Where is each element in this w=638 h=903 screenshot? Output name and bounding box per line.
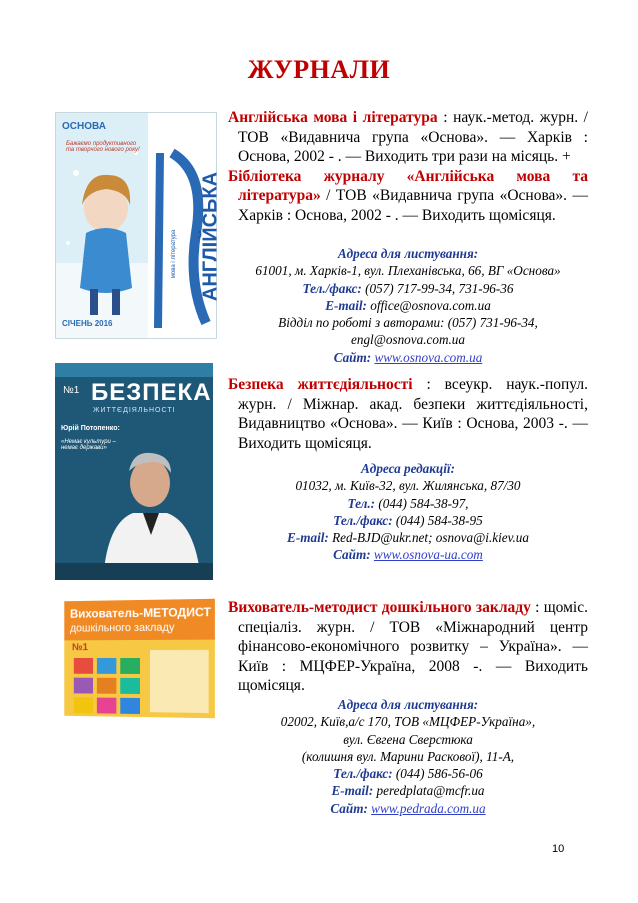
entry-description: : всеукр. наук.-попул. журн. / Міжнар. акад. безпеки життєдіяльності, Видавництво «Основа». — Київ : Основа, 2003 -. — Виходить щомісяця. bbox=[238, 376, 588, 452]
entry-description: : щоміс. спеціаліз. журн. / ТОВ «Міжнародний центр фінансово-економічного розвитку – Україна». — Київ : МЦФЕР-Україна, 2008 -. — Виходить щомісяця. bbox=[238, 599, 588, 695]
phone-value: (044) 586-56-06 bbox=[392, 766, 483, 782]
site-label: Сайт: bbox=[330, 800, 368, 816]
cover-english-magazine bbox=[55, 112, 222, 339]
address-block-methodist bbox=[228, 696, 588, 817]
address-line: (колишня вул. Марини Раскової), 11-А, bbox=[301, 748, 515, 764]
email-label: E-mail: bbox=[331, 783, 374, 799]
site-label: Сайт: bbox=[333, 547, 371, 563]
cover-brand: ОСНОВА bbox=[62, 121, 106, 132]
entry-safety-magazine bbox=[228, 375, 588, 453]
entry-extra-title: Бібліотека журналу «Англійська мова та література» bbox=[228, 167, 588, 205]
phone-label: Тел.: bbox=[347, 495, 376, 511]
cover-safety-magazine bbox=[55, 363, 213, 580]
entry-title: Безпека життєдіяльності bbox=[228, 376, 413, 393]
email-label: E-mail: bbox=[287, 530, 329, 546]
address-heading: Адреса для листування: bbox=[337, 697, 479, 712]
cover-methodist-magazine bbox=[64, 599, 215, 719]
entry-english-magazine bbox=[228, 108, 588, 226]
email-value: peredplata@mcfr.ua bbox=[373, 783, 485, 799]
fax-label: Тел./факс: bbox=[333, 512, 393, 528]
site-link[interactable]: www.osnova.com.ua bbox=[374, 349, 483, 365]
address-line: 02002, Київ,а/с 170, ТОВ «МЦФЕР-Україна», bbox=[280, 714, 536, 730]
entry-methodist-magazine bbox=[228, 598, 588, 696]
phone-value: (044) 584-38-97, bbox=[375, 495, 469, 511]
phone-label: Тел./факс: bbox=[333, 766, 393, 782]
address-line: вул. Євгена Сверстюка bbox=[343, 731, 473, 747]
cover-blurb: Бажаємо продуктивного та творчого нового року! bbox=[66, 141, 140, 153]
email-label: E-mail: bbox=[325, 297, 367, 313]
cover-title: БЕЗПЕКА bbox=[91, 379, 212, 406]
cover-issue: СІЧЕНЬ 2016 bbox=[62, 319, 113, 328]
address-block-english bbox=[228, 245, 588, 366]
email-value: office@osnova.com.ua bbox=[366, 297, 491, 313]
page-title: ЖУРНАЛИ bbox=[247, 55, 391, 84]
address-heading: Адреса для листування: bbox=[337, 246, 479, 261]
address-block-safety bbox=[228, 460, 588, 564]
cover-issue: №1 bbox=[63, 385, 80, 396]
cover-subtitle: ЖИТТЄДІЯЛЬНОСТІ bbox=[93, 407, 176, 414]
page-number: 10 bbox=[552, 843, 565, 855]
cover-quote: «Немає культури – немає держави» bbox=[61, 439, 116, 451]
cover-title-line1: Вихователь-МЕТОДИСТ bbox=[70, 604, 212, 621]
site-link[interactable]: www.osnova-ua.com bbox=[373, 547, 483, 563]
entry-extra-description: / ТОВ «Видавнича група «Основа». — Харків : Основа, 2002 - . — Виходить щомісяця. bbox=[238, 187, 588, 224]
authors-email: engl@osnova.com.ua bbox=[351, 332, 465, 348]
site-label: Сайт: bbox=[333, 349, 372, 365]
phone-value: (057) 717-99-34, 731-96-36 bbox=[361, 280, 514, 296]
site-link[interactable]: www.pedrada.com.ua bbox=[371, 800, 486, 816]
fax-value: (044) 584-38-95 bbox=[392, 512, 483, 528]
phone-label: Тел./факс: bbox=[302, 280, 362, 296]
entry-description: : наук.-метод. журн. / ТОВ «Видавнича група «Основа». — Харків : Основа, 2002 - . — Виходить три рази на місяць. + bbox=[238, 109, 588, 166]
address-heading: Адреса редакції: bbox=[360, 461, 455, 476]
authors-dept: Відділ по роботі з авторами: (057) 731-96-34, bbox=[278, 315, 538, 331]
email-value: Red-BJD@ukr.net; osnova@i.kiev.ua bbox=[328, 530, 529, 546]
address-line: 01032, м. Київ-32, вул. Жилянська, 87/30 bbox=[295, 478, 521, 494]
address-line: 61001, м. Харків-1, вул. Плеханівська, 66, ВГ «Основа» bbox=[255, 263, 561, 279]
entry-title: Вихователь-методист дошкільного закладу bbox=[228, 599, 531, 616]
cover-issue: №1 bbox=[71, 642, 88, 654]
cover-title-line2: дошкільного закладу bbox=[70, 621, 175, 635]
cover-title: АНГЛІЙСЬКА bbox=[199, 171, 222, 302]
cover-subtitle: мова і література bbox=[171, 229, 177, 279]
entry-title: Англійська мова і література bbox=[228, 109, 438, 126]
cover-person: Юрій Потопенко: bbox=[61, 425, 120, 432]
